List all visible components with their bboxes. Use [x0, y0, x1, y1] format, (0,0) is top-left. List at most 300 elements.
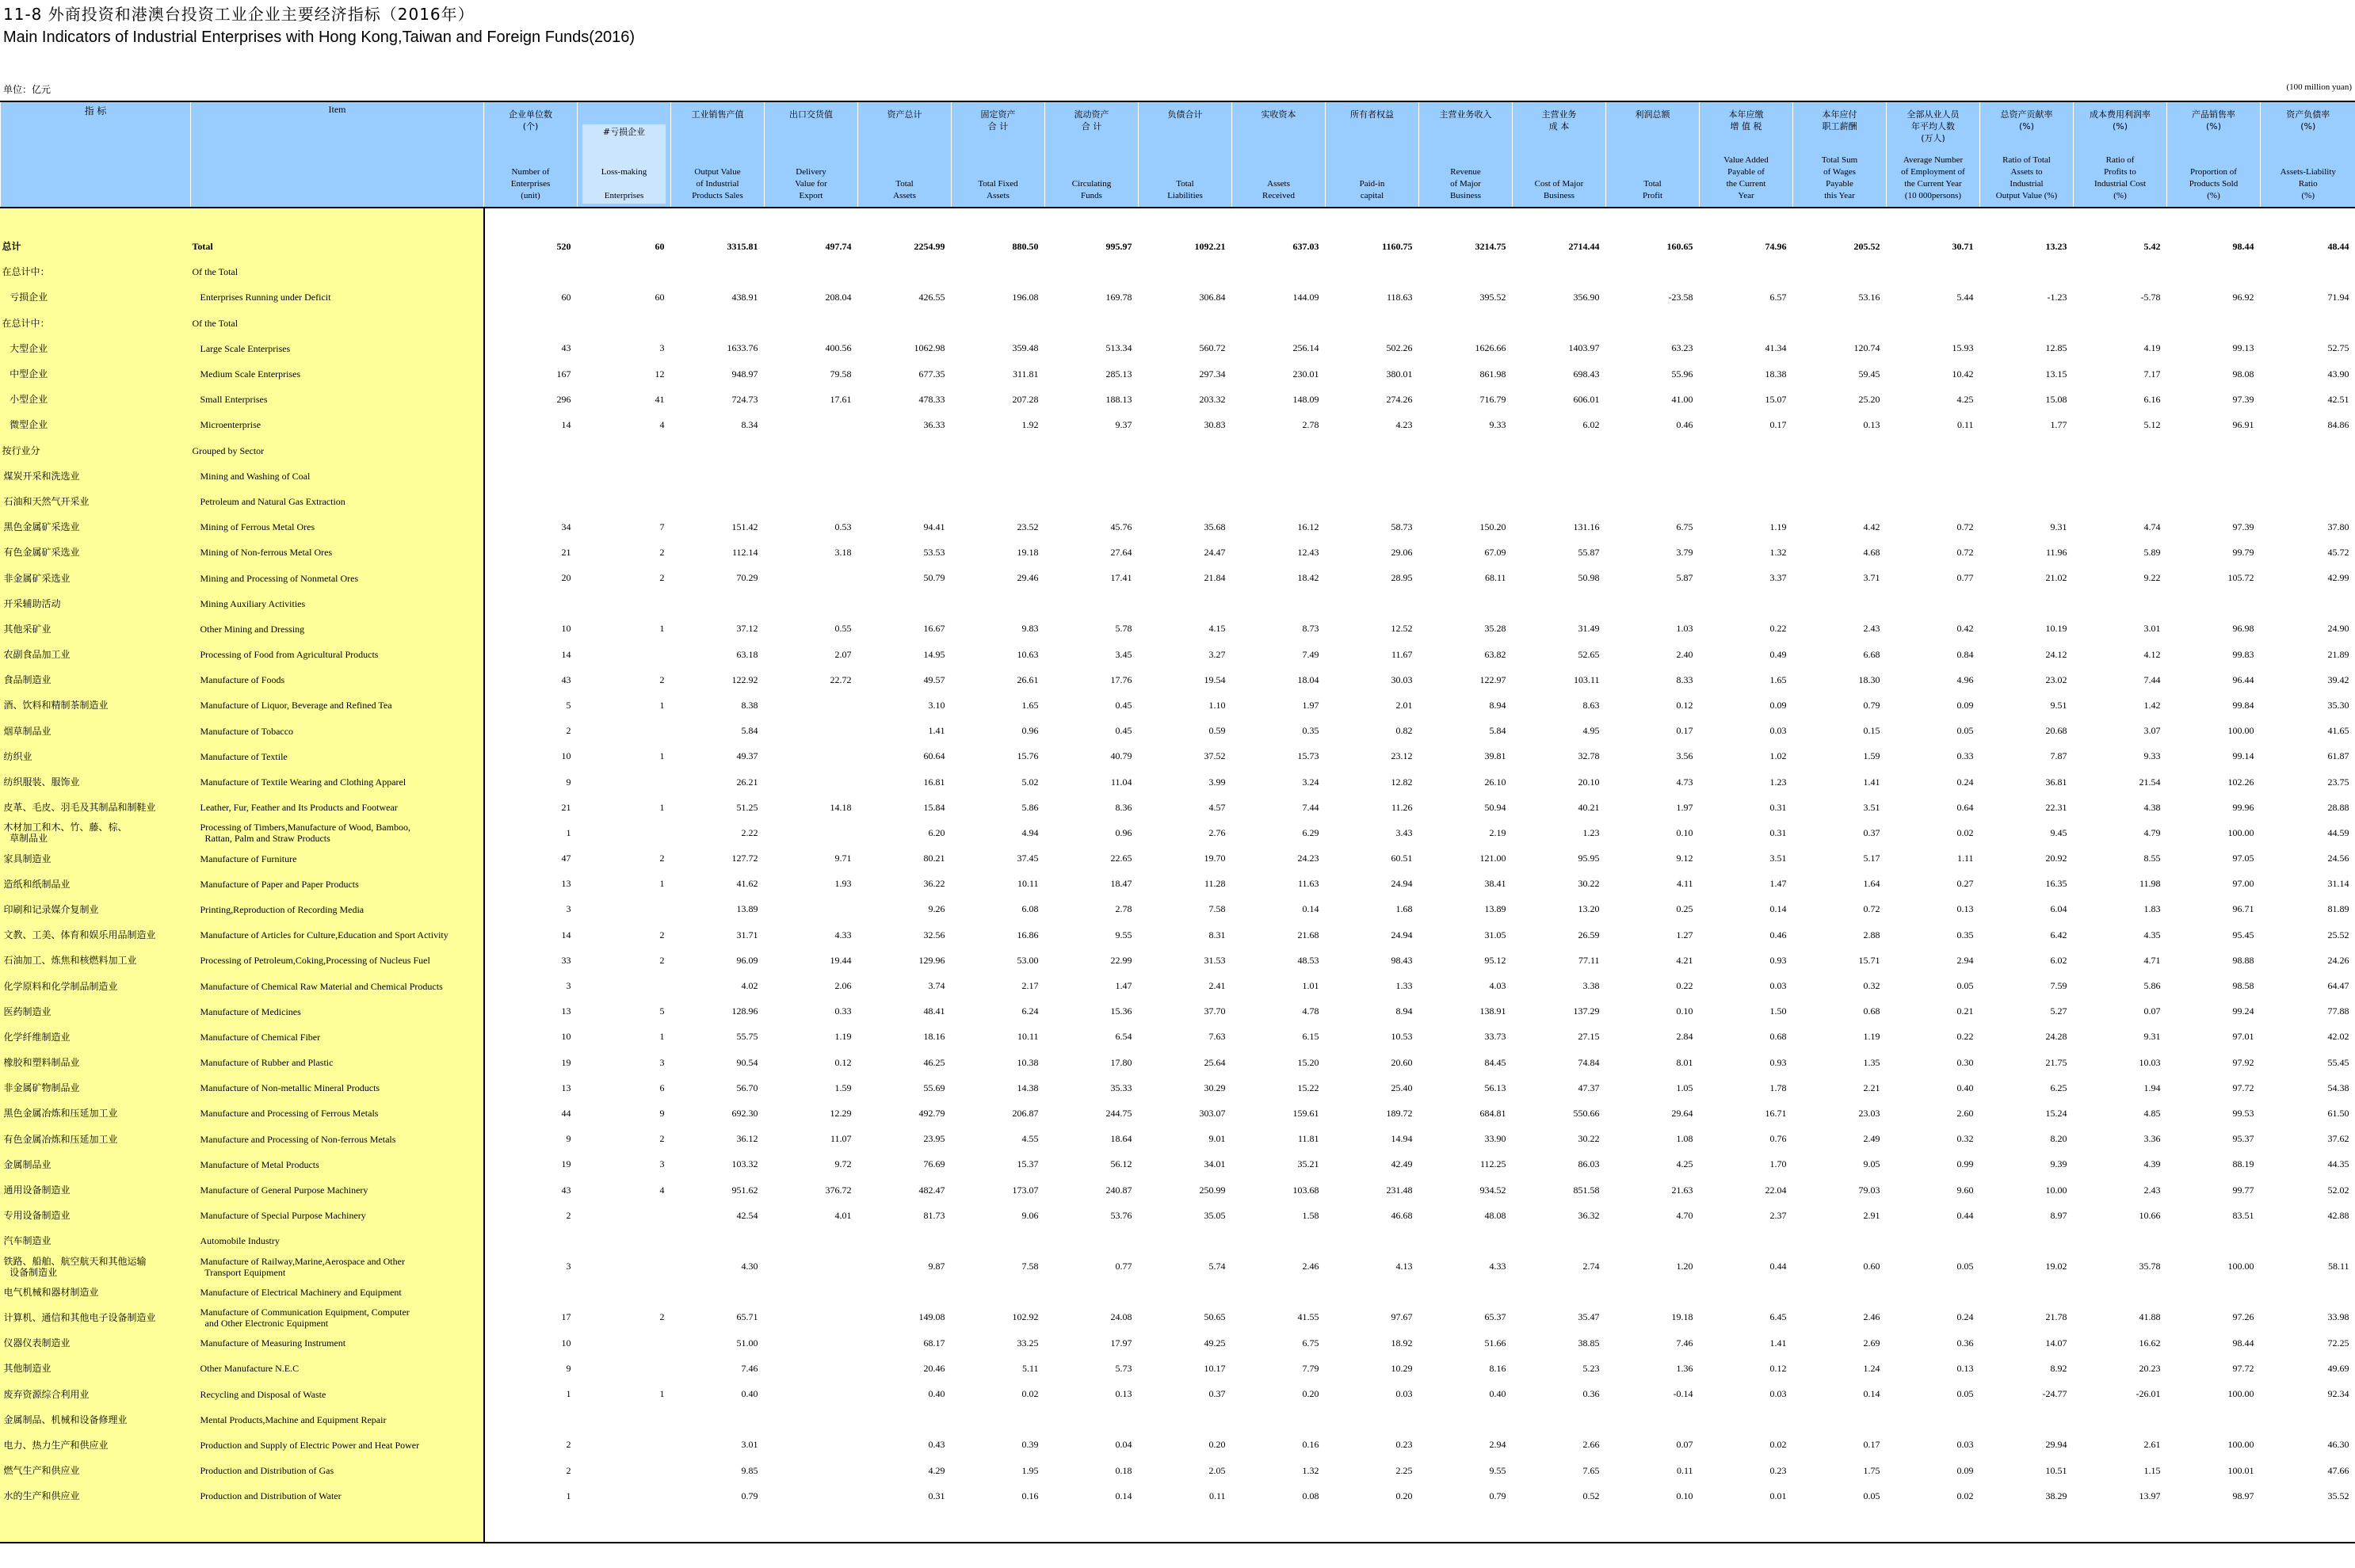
cell-col-14: 0.17: [1769, 418, 1787, 430]
cell-col-12: 2714.44: [1568, 240, 1600, 252]
cell-col-17: [1980, 489, 2074, 514]
cell-col-4: 0.12: [834, 1056, 852, 1068]
cell-col-4: 3.18: [834, 546, 852, 558]
cell-col-10: 8.94: [1395, 1005, 1413, 1017]
cell-col-10: 20.60: [1391, 1056, 1413, 1068]
cell-col-2: 2: [659, 1133, 665, 1145]
cell-col-2: 2: [659, 954, 665, 966]
cell-col-16: 0.05: [1956, 1261, 1974, 1272]
cell-col-10: 11.26: [1391, 801, 1413, 813]
cell-col-12: 6.02: [1582, 418, 1600, 430]
cell-col-7: 1.47: [1115, 980, 1132, 992]
cell-col-12: 550.66: [1573, 1107, 1600, 1119]
cell-col-17: 6.02: [2050, 954, 2067, 966]
row-item-cn: 有色金属冶炼和压延加工业: [3, 1133, 118, 1145]
cell-col-3: 0.79: [741, 1490, 758, 1501]
cell-col-8: 11.28: [1204, 878, 1226, 890]
cell-col-18: 1.42: [2143, 699, 2161, 711]
cell-col-17: [1980, 1407, 2074, 1433]
table-row: [1, 1152, 2355, 1177]
cell-col-13: 21.63: [1671, 1184, 1693, 1196]
cell-col-15: 0.17: [1863, 1439, 1880, 1451]
cell-col-10: 98.43: [1391, 954, 1413, 966]
row-item-en: Medium Scale Enterprises: [200, 368, 301, 380]
cell-col-7: 56.12: [1110, 1158, 1132, 1170]
row-item-en: Manufacture of Liquor, Beverage and Refined Tea: [200, 700, 392, 712]
cell-col-16: 0.84: [1956, 648, 1974, 660]
cell-col-14: 0.76: [1769, 1133, 1787, 1145]
cell-col-14: 1.65: [1769, 673, 1787, 685]
cell-col-12: 95.95: [1578, 853, 1600, 864]
cell-col-8: 30.83: [1204, 418, 1226, 430]
cell-col-5: 48.41: [923, 1005, 945, 1017]
cell-col-15: [1793, 1280, 1887, 1305]
cell-col-18: 7.44: [2143, 673, 2161, 685]
cell-col-12: 26.59: [1578, 929, 1600, 940]
cell-col-5: 16.81: [923, 776, 945, 788]
cell-col-17: 14.07: [2045, 1337, 2067, 1349]
cell-col-3: 122.92: [731, 673, 758, 685]
row-item-cn: 铁路、船舶、航空航天和其他运输 设备制造业: [3, 1255, 147, 1278]
cell-col-15: 0.37: [1863, 826, 1880, 838]
cell-col-8: 4.15: [1208, 623, 1226, 635]
cell-col-16: 0.32: [1956, 1133, 1974, 1145]
row-item-cn: 金属制品、机械和设备修理业: [3, 1413, 128, 1425]
cell-col-11: 3214.75: [1475, 240, 1506, 252]
cell-col-17: 21.75: [2045, 1056, 2067, 1068]
cell-col-10: 0.82: [1395, 725, 1413, 737]
cell-col-14: 0.02: [1769, 1439, 1787, 1451]
cell-col-14: 0.22: [1769, 623, 1787, 635]
cell-col-12: 20.10: [1578, 776, 1600, 788]
cell-col-15: 1.59: [1863, 750, 1880, 762]
cell-col-16: [1887, 259, 1980, 284]
cell-col-19: [2167, 1407, 2261, 1433]
cell-col-11: 48.08: [1484, 1209, 1506, 1221]
cell-col-12: 851.58: [1573, 1184, 1600, 1196]
cell-col-14: 0.12: [1769, 1362, 1787, 1374]
cell-col-20: [2261, 591, 2355, 616]
cell-col-8: 24.47: [1204, 546, 1226, 558]
cell-col-1: [484, 311, 578, 336]
cell-col-1: 1: [566, 826, 571, 838]
cell-col-5: 492.79: [918, 1107, 945, 1119]
cell-col-20: 45.72: [2327, 546, 2349, 558]
cell-col-15: 9.05: [1863, 1158, 1880, 1170]
cell-col-3: 65.71: [736, 1311, 758, 1323]
cell-col-3: [671, 438, 765, 464]
cell-col-14: 0.93: [1769, 954, 1787, 966]
cell-col-1: 43: [561, 1184, 571, 1196]
cell-col-1: 13: [561, 1005, 571, 1017]
header-col-12: [1513, 101, 1606, 208]
cell-col-19: 88.19: [2232, 1158, 2254, 1170]
cell-col-7: 5.78: [1115, 623, 1132, 635]
cell-col-10: [1326, 1280, 1419, 1305]
cell-col-7: 15.36: [1110, 1005, 1132, 1017]
cell-col-9: 2.78: [1302, 418, 1319, 430]
cell-col-3: 128.96: [731, 1005, 758, 1017]
table-row: [1, 1458, 2355, 1483]
cell-col-6: 1.92: [1021, 418, 1039, 430]
cell-col-17: 9.31: [2050, 521, 2067, 532]
cell-col-2: 60: [655, 240, 665, 252]
cell-col-17: 13.15: [2045, 368, 2067, 380]
cell-col-7: 40.79: [1110, 750, 1132, 762]
cell-col-2: [578, 897, 671, 922]
cell-col-4: 0.33: [834, 1005, 852, 1017]
cell-col-8: 7.58: [1208, 903, 1226, 915]
table-row: [1, 872, 2355, 897]
cell-col-18: 21.54: [2139, 776, 2161, 788]
cell-col-4: [765, 311, 858, 336]
cell-col-13: [1606, 464, 1700, 489]
cell-col-9: 1.58: [1302, 1209, 1319, 1221]
cell-col-12: 0.52: [1582, 1490, 1600, 1501]
cell-col-16: 4.96: [1956, 673, 1974, 685]
cell-col-13: [1606, 489, 1700, 514]
cell-col-7: [1045, 259, 1139, 284]
table-row: [1, 744, 2355, 769]
cell-col-16: 9.60: [1956, 1184, 1974, 1196]
cell-col-12: 47.37: [1578, 1082, 1600, 1093]
header-col-cn: 工业销售产值: [691, 109, 744, 120]
row-item-en: Total: [192, 241, 213, 253]
cell-col-10: 10.29: [1391, 1362, 1413, 1374]
cell-col-14: [1700, 464, 1793, 489]
cell-col-18: 1.15: [2143, 1464, 2161, 1476]
cell-col-8: 203.32: [1199, 393, 1226, 405]
cell-col-16: 0.42: [1956, 623, 1974, 635]
row-item-en: Processing of Food from Agricultural Products: [200, 649, 379, 661]
cell-col-18: [2074, 259, 2167, 284]
cell-col-1: 10: [561, 1031, 571, 1043]
cell-col-16: 0.44: [1956, 1209, 1974, 1221]
cell-col-13: 4.21: [1676, 954, 1693, 966]
row-item-en: Manufacture of Furniture: [200, 853, 297, 864]
cell-col-19: [2167, 464, 2261, 489]
cell-col-15: 4.42: [1863, 521, 1880, 532]
cell-col-14: 0.31: [1769, 801, 1787, 813]
cell-col-4: [765, 769, 858, 795]
cell-col-5: 23.95: [923, 1133, 945, 1145]
header-col-20: [2261, 101, 2355, 208]
cell-col-12: 55.87: [1578, 546, 1600, 558]
cell-col-11: 138.91: [1479, 1005, 1506, 1017]
row-item-en: Mining and Washing of Coal: [200, 470, 311, 482]
cell-col-5: 50.79: [923, 572, 945, 584]
cell-col-2: 3: [659, 1056, 665, 1068]
cell-col-20: 41.65: [2327, 725, 2349, 737]
cell-col-2: 9: [659, 1107, 665, 1119]
table-row: [1, 387, 2355, 412]
cell-col-20: 28.88: [2327, 801, 2349, 813]
cell-col-11: [1419, 438, 1513, 464]
header-col-cn: 负债合计: [1167, 109, 1203, 120]
row-item-cn: 酒、饮料和精制茶制造业: [3, 700, 109, 712]
cell-col-12: [1513, 311, 1606, 336]
cell-col-8: 19.70: [1204, 853, 1226, 864]
cell-col-6: 2.17: [1021, 980, 1039, 992]
cell-col-11: 8.16: [1489, 1362, 1506, 1374]
cell-col-6: 196.08: [1012, 291, 1039, 303]
cell-col-9: 4.78: [1302, 1005, 1319, 1017]
cell-col-7: 0.45: [1115, 699, 1132, 711]
cell-col-1: 13: [561, 878, 571, 890]
row-item-en: Manufacture of Railway,Marine,Aerospace and Other Transport Equipment: [200, 1255, 405, 1278]
cell-col-6: 311.81: [1012, 368, 1039, 380]
row-item-cn: 纺织业: [3, 750, 32, 762]
cell-col-19: 83.51: [2232, 1209, 2254, 1221]
row-item-en: Manufacture of Chemical Raw Material and Chemical Products: [200, 980, 443, 992]
cell-col-2: [578, 591, 671, 616]
cell-col-13: 1.36: [1676, 1362, 1693, 1374]
cell-col-9: 6.15: [1302, 1031, 1319, 1043]
cell-col-1: 14: [561, 418, 571, 430]
cell-col-10: 2.25: [1395, 1464, 1413, 1476]
cell-col-17: 1.77: [2050, 418, 2067, 430]
cell-col-12: [1513, 489, 1606, 514]
cell-col-6: 4.94: [1021, 826, 1039, 838]
cell-col-20: 43.90: [2327, 368, 2349, 380]
cell-col-2: [578, 719, 671, 744]
cell-col-13: 6.75: [1676, 521, 1693, 532]
table-row: [1, 1305, 2355, 1330]
row-item-cn: 非金属矿采选业: [3, 572, 71, 584]
cell-col-17: [1980, 259, 2074, 284]
cell-col-17: -24.77: [2042, 1388, 2067, 1400]
cell-col-7: 17.41: [1110, 572, 1132, 584]
cell-col-6: [952, 311, 1045, 336]
header-col-cn: 成本费用利润率 (%): [2090, 109, 2151, 132]
row-item-cn: 黑色金属冶炼和压延加工业: [3, 1108, 118, 1120]
cell-col-9: 159.61: [1292, 1107, 1319, 1119]
table-row: [1, 438, 2355, 464]
cell-col-13: 0.22: [1676, 980, 1693, 992]
cell-col-20: 42.99: [2327, 572, 2349, 584]
cell-col-2: [578, 1433, 671, 1458]
cell-col-14: 0.14: [1769, 903, 1787, 915]
cell-col-16: 0.27: [1956, 878, 1974, 890]
cell-col-20: 33.98: [2327, 1311, 2349, 1323]
cell-col-16: 0.09: [1956, 1464, 1974, 1476]
cell-col-10: 12.82: [1391, 776, 1413, 788]
header-col-en: Paid-in capital: [1359, 179, 1385, 200]
cell-col-3: 0.40: [741, 1388, 758, 1400]
cell-col-1: 34: [561, 521, 571, 532]
cell-col-3: 4.30: [741, 1261, 758, 1272]
cell-col-5: 16.67: [923, 623, 945, 635]
cell-col-4: [765, 1458, 858, 1483]
row-item-cn: 其他制造业: [3, 1363, 52, 1375]
cell-col-11: 33.73: [1484, 1031, 1506, 1043]
cell-col-1: 296: [556, 393, 571, 405]
cell-col-6: 15.76: [1017, 750, 1039, 762]
cell-col-14: 6.45: [1769, 1311, 1787, 1323]
cell-col-3: 8.38: [741, 699, 758, 711]
cell-col-19: 96.71: [2232, 903, 2254, 915]
cell-col-18: 20.23: [2139, 1362, 2161, 1374]
header-col-17: [1980, 101, 2074, 208]
cell-col-14: 1.19: [1769, 521, 1787, 532]
row-item-cn: 化学原料和化学制品制造业: [3, 980, 118, 992]
cell-col-8: 35.68: [1204, 521, 1226, 532]
row-item-en: Other Manufacture N.E.C: [200, 1363, 300, 1375]
table-row: [1, 769, 2355, 795]
cell-col-1: 19: [561, 1056, 571, 1068]
row-item-en: Petroleum and Natural Gas Extraction: [200, 495, 345, 507]
cell-col-8: 25.64: [1204, 1056, 1226, 1068]
cell-col-5: 68.17: [923, 1337, 945, 1349]
cell-col-20: 81.89: [2327, 903, 2349, 915]
row-item-cn: 纺织服装、服饰业: [3, 776, 80, 788]
cell-col-12: 40.21: [1578, 801, 1600, 813]
cell-col-1: 21: [561, 801, 571, 813]
header-col-en: Revenue of Major Business: [1449, 167, 1482, 200]
cell-col-2: 2: [659, 929, 665, 940]
cell-col-19: 97.39: [2232, 521, 2254, 532]
cell-col-15: 53.16: [1858, 291, 1880, 303]
cell-col-3: 7.46: [741, 1362, 758, 1374]
cell-col-4: [765, 1305, 858, 1330]
cell-col-2: [578, 769, 671, 795]
cell-col-13: 0.46: [1676, 418, 1693, 430]
cell-col-20: [2261, 464, 2355, 489]
cell-col-4: [765, 412, 858, 437]
cell-col-19: 100.00: [2227, 1388, 2254, 1400]
cell-col-3: 56.70: [736, 1082, 758, 1093]
cell-col-19: 98.58: [2232, 980, 2254, 992]
cell-col-14: 1.41: [1769, 1337, 1787, 1349]
cell-col-6: 53.00: [1017, 954, 1039, 966]
cell-col-13: [1606, 1280, 1700, 1305]
cell-col-18: 8.55: [2143, 853, 2161, 864]
cell-col-1: 10: [561, 750, 571, 762]
cell-col-1: 10: [561, 623, 571, 635]
cell-col-11: 63.82: [1484, 648, 1506, 660]
cell-col-7: 27.64: [1110, 546, 1132, 558]
cell-col-3: [671, 464, 765, 489]
cell-col-14: 0.03: [1769, 725, 1787, 737]
cell-col-19: 102.26: [2227, 776, 2254, 788]
cell-col-15: 2.46: [1863, 1311, 1880, 1323]
cell-col-5: 94.41: [923, 521, 945, 532]
cell-col-3: 438.91: [731, 291, 758, 303]
cell-col-7: 17.80: [1110, 1056, 1132, 1068]
cell-col-2: 2: [659, 1311, 665, 1323]
cell-col-5: 129.96: [918, 954, 945, 966]
header-col-cn: 主营业务 成 本: [1541, 109, 1577, 132]
cell-col-20: 55.45: [2327, 1056, 2349, 1068]
cell-col-2: 60: [655, 291, 665, 303]
cell-col-2: 4: [659, 1184, 665, 1196]
cell-col-11: 65.37: [1484, 1311, 1506, 1323]
cell-col-18: 2.43: [2143, 1184, 2161, 1196]
cell-col-2: 1: [659, 878, 665, 890]
cell-col-17: 15.24: [2045, 1107, 2067, 1119]
cell-col-7: [1045, 1407, 1139, 1433]
cell-col-11: [1419, 311, 1513, 336]
cell-col-3: 692.30: [731, 1107, 758, 1119]
cell-col-3: 3315.81: [727, 240, 758, 252]
cell-col-10: 11.67: [1391, 648, 1413, 660]
cell-col-5: 4.29: [928, 1464, 945, 1476]
cell-col-16: 0.77: [1956, 572, 1974, 584]
cell-col-6: 15.37: [1017, 1158, 1039, 1170]
cell-col-18: 7.17: [2143, 368, 2161, 380]
cell-col-1: 13: [561, 1082, 571, 1093]
cell-col-19: 95.45: [2232, 929, 2254, 940]
cell-col-6: 37.45: [1017, 853, 1039, 864]
header-col-15: [1793, 101, 1887, 208]
cell-col-14: 1.32: [1769, 546, 1787, 558]
cell-col-10: [1326, 464, 1419, 489]
cell-col-4: [765, 438, 858, 464]
cell-col-10: 30.03: [1391, 673, 1413, 685]
table-row: [1, 692, 2355, 718]
cell-col-15: 2.21: [1863, 1082, 1880, 1093]
cell-col-15: 1.64: [1863, 878, 1880, 890]
cell-col-4: [765, 1381, 858, 1406]
cell-col-12: 4.95: [1582, 725, 1600, 737]
table-body: [1, 208, 2355, 1509]
cell-col-7: [1045, 1280, 1139, 1305]
table-row: [1, 311, 2355, 336]
cell-col-19: 99.53: [2232, 1107, 2254, 1119]
cell-col-13: 0.17: [1676, 725, 1693, 737]
cell-col-13: 7.46: [1676, 1337, 1693, 1349]
cell-col-7: 18.47: [1110, 878, 1132, 890]
cell-col-18: 4.85: [2143, 1107, 2161, 1119]
row-item-cn: 微型企业: [3, 419, 48, 431]
page-title-en: Main Indicators of Industrial Enterprises with Hong Kong,Taiwan and Foreign Funds(2016): [3, 29, 636, 46]
cell-col-10: 97.67: [1391, 1311, 1413, 1323]
cell-col-6: 23.52: [1017, 521, 1039, 532]
cell-col-15: 0.68: [1863, 1005, 1880, 1017]
table-row: [1, 259, 2355, 284]
cell-col-6: 7.58: [1021, 1261, 1039, 1272]
cell-col-17: 19.02: [2045, 1261, 2067, 1272]
cell-col-9: 21.68: [1297, 929, 1319, 940]
cell-col-15: 3.71: [1863, 572, 1880, 584]
cell-col-11: 934.52: [1479, 1184, 1506, 1196]
cell-col-12: [1513, 1280, 1606, 1305]
cell-col-8: 306.84: [1199, 291, 1226, 303]
cell-col-18: 3.36: [2143, 1133, 2161, 1145]
cell-col-14: 74.96: [1765, 240, 1787, 252]
cell-col-14: 0.68: [1769, 1031, 1787, 1043]
cell-col-20: 35.52: [2327, 1490, 2349, 1501]
cell-col-9: 7.44: [1302, 801, 1319, 813]
cell-col-9: 18.04: [1297, 673, 1319, 685]
row-item-en: Production and Distribution of Water: [200, 1490, 342, 1502]
cell-col-8: 8.31: [1208, 929, 1226, 940]
cell-col-20: [2261, 438, 2355, 464]
cell-col-20: 42.51: [2327, 393, 2349, 405]
cell-col-6: 4.55: [1021, 1133, 1039, 1145]
cell-col-8: 37.52: [1204, 750, 1226, 762]
cell-col-4: 17.61: [830, 393, 852, 405]
cell-col-15: 2.43: [1863, 623, 1880, 635]
cell-col-4: [765, 719, 858, 744]
table-row: [1, 1024, 2355, 1050]
cell-col-11: 122.97: [1479, 673, 1506, 685]
cell-col-16: [1887, 311, 1980, 336]
cell-col-2: 7: [659, 521, 665, 532]
cell-col-12: 52.65: [1578, 648, 1600, 660]
cell-col-19: 95.37: [2232, 1133, 2254, 1145]
cell-col-6: [952, 489, 1045, 514]
